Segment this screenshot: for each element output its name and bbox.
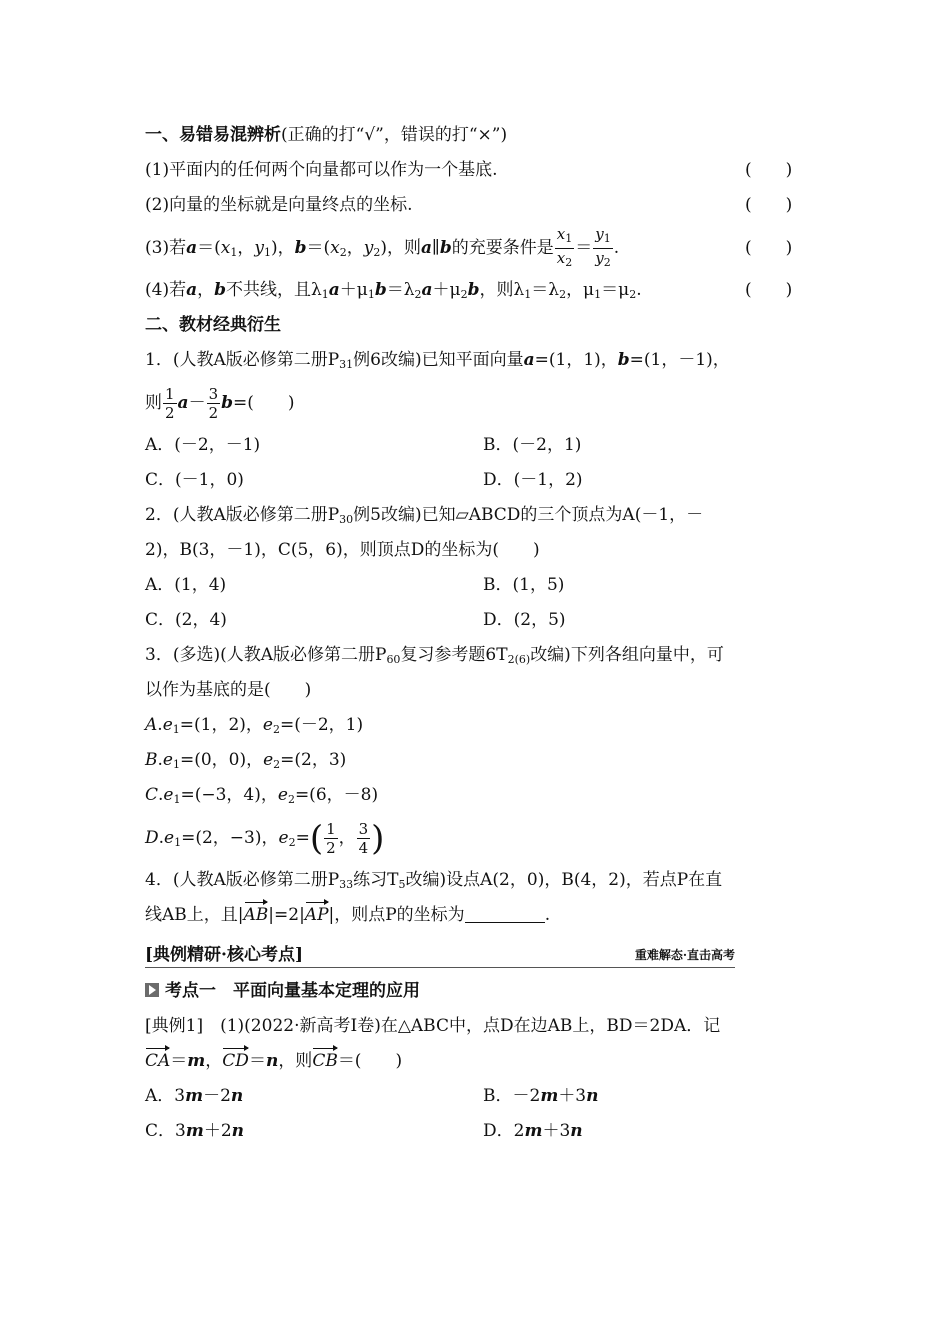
- question-1-line-2: 则 $\frac{1}{2}$ a－ $\frac{3}{2}$ b=( ): [145, 385, 295, 422]
- question-3-option-c: $C.e_1=(-3$，4)，$e_2=(6$，－8): [145, 785, 379, 806]
- question-3-option-d: $D.e_1=(2$，−3)，$e_2=$( $\frac{1}{2}$ ， $\frac{3}{4}$ ): [145, 818, 385, 859]
- option-d: D．2m＋3n: [483, 1121, 583, 1141]
- question-3-line-2: 以作为基底的是( ): [145, 680, 312, 700]
- example-line-2: CA＝m，CD＝n，则CB＝( ): [145, 1044, 805, 1079]
- judge-item-1: (1)平面内的任何两个向量都可以作为一个基底. ( ): [145, 153, 805, 188]
- question-1-line-1: 1．(人教A版必修第二册$P_{31}$例6改编)已知平面向量a=(1，1)，b=(1，－1)，: [145, 350, 730, 371]
- question-3-option-a: $A.e_1=(1$，2)，$e_2=(-2$，1): [145, 715, 364, 736]
- question-2-line-1: 2．(人教A版必修第二册$P_{30}$例5改编)已知▱ABCD的三个顶点为A(－1，－: [145, 505, 704, 526]
- option-c: C．(2，4): [145, 610, 227, 630]
- question-2-options-row-1: [145, 568, 805, 603]
- example-options-row-2: [145, 1114, 805, 1149]
- fraction-x: $\frac{x_1}{x_2}$: [556, 225, 573, 269]
- option-d: D．(－1，2): [483, 470, 583, 490]
- question-3-option-b: $B.e_1=(0$，0)，$e_2=(2$，3): [145, 750, 347, 771]
- section-header: [145, 937, 735, 968]
- question-2-line-2: 2)，B(3，－1)，C(5，6)，则顶点D的坐标为( ): [145, 540, 540, 560]
- option-d: D．(2，5): [483, 610, 566, 630]
- option-b: B．(－2，1): [483, 435, 582, 455]
- judge-item-4: (4)若a，b不共线，且$\lambda_1a+\mu_1b=\lambda_2a+\mu_2b$，则$\lambda_1=\lambda_2$，$\mu_1=\mu_2$. ( ): [145, 273, 805, 308]
- option-a: A．(－2，－1): [145, 435, 261, 455]
- example-line-1: [典例1] (1)(2022·新高考Ⅰ卷)在△ABC中，点D在边AB上，BD＝2DA．记: [145, 1016, 721, 1036]
- example-label: [典例1]: [145, 1016, 204, 1036]
- answer-paren: ( ): [745, 195, 793, 215]
- answer-blank: [465, 902, 545, 923]
- answer-paren: ( ): [745, 280, 793, 300]
- part2-heading: 二、教材经典衍生: [145, 315, 281, 335]
- fraction-y: $\frac{y_1}{y_2}$: [595, 225, 611, 269]
- question-3-line-1: 3．(多选)(人教A版必修第二册$P_{60}$复习参考题$6T_{2(6)}$改编)下列各组向量中，可: [145, 645, 724, 666]
- example-options-row-1: [145, 1079, 805, 1114]
- question-4-line-2: 线AB上，且|AB|=2|AP|，则点P的坐标为 .: [145, 898, 805, 933]
- judge-item-2: (2)向量的坐标就是向量终点的坐标. ( ): [145, 188, 805, 223]
- option-c: C．(－1，0): [145, 470, 244, 490]
- option-b: B．(1，5): [483, 575, 565, 595]
- section-subtitle: 重难解态·直击高考: [634, 948, 735, 962]
- part2-heading-line: [145, 308, 805, 343]
- option-c: C．3m＋2n: [145, 1121, 245, 1141]
- option-b: B．－2m＋3n: [483, 1086, 599, 1106]
- part1-heading: 一、易错易混辨析: [145, 125, 281, 145]
- answer-paren: ( ): [745, 238, 793, 258]
- option-a: A．3m－2n: [145, 1086, 244, 1106]
- question-4-line-1: 4．(人教A版必修第二册$P_{33}$练习$T_5$改编)设点A(2，0)，B(4，2)，若点P在直: [145, 870, 723, 891]
- answer-paren: ( ): [745, 160, 793, 180]
- option-a: A．(1，4): [145, 575, 227, 595]
- question-1-options-row-1: [145, 428, 805, 463]
- section-title: [典例精研·核心考点]: [145, 945, 304, 965]
- kaodian-heading: 考点一 平面向量基本定理的应用: [145, 974, 805, 1009]
- question-1-options-row-2: [145, 463, 805, 498]
- play-icon: [145, 983, 159, 997]
- part1-heading-line: [145, 118, 805, 153]
- document-page: [145, 118, 805, 1149]
- question-2-options-row-2: [145, 603, 805, 638]
- judge-item-3: (3)若$a=(x_1$，$y_1$)，$b=(x_2$，$y_2$)，则a∥b的充要条件是 $\frac{x_1}{x_2}$ ＝ $\frac{y_1}{y_2}$ . ( ): [145, 223, 805, 273]
- part1-heading-note: (正确的打“√”，错误的打“×”): [281, 125, 508, 145]
